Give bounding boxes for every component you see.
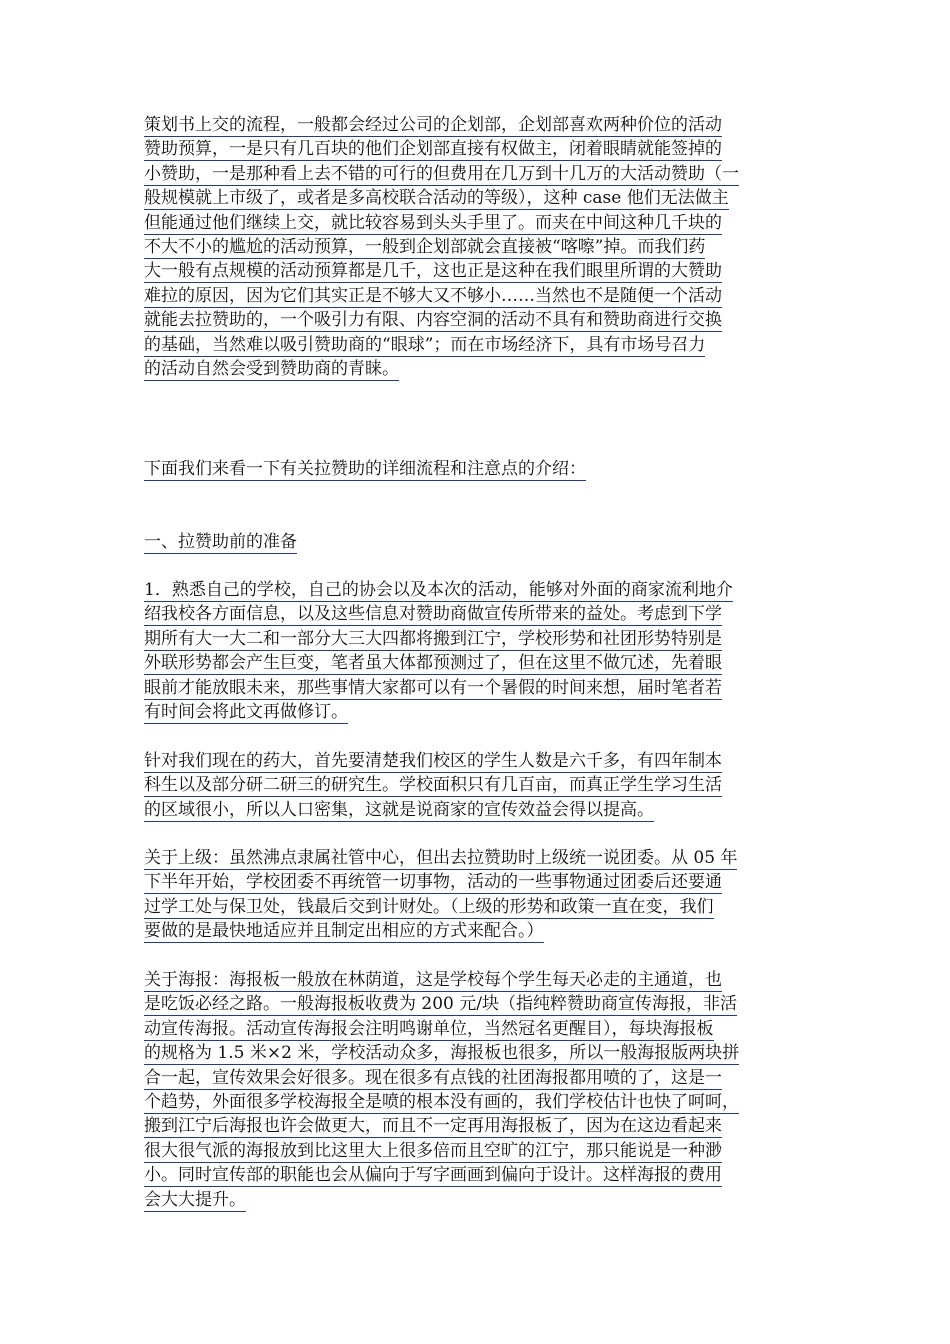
underlined-text: 动宣传海报。活动宣传海报会注明鸣谢单位，当然冠名更醒目），每块海报板 — [144, 1018, 714, 1039]
text-line — [144, 284, 808, 308]
text-line — [144, 1017, 808, 1041]
underlined-text: 科生以及部分研二研三的研究生。学校面积只有几百亩，而真正学生学习生活 — [144, 775, 722, 796]
text-line — [144, 1090, 808, 1114]
text-line — [144, 162, 808, 186]
paragraph-superiors — [144, 846, 808, 944]
underlined-text: 赞助预算，一是只有几百块的他们企划部直接有权做主，闭着眼睛就能签掉的 — [144, 139, 722, 160]
underlined-text: 绍我校各方面信息，以及这些信息对赞助商做宣传所带来的益处。考虑到下学 — [144, 604, 722, 625]
text-line — [144, 919, 808, 943]
text-line — [144, 895, 808, 919]
underlined-text: 难拉的原因，因为它们其实正是不够大又不够小……当然也不是随便一个活动 — [144, 285, 722, 306]
underlined-text: 的规格为 1.5 米×2 米，学校活动众多，海报板也很多，所以一般海报版两块拼 — [144, 1043, 740, 1064]
text-line — [144, 700, 808, 724]
paragraph-sponsorship-budget — [144, 113, 808, 381]
underlined-text: 的活动自然会受到赞助商的青睐。 — [144, 358, 399, 379]
paragraph-know-school — [144, 578, 808, 724]
text-line — [144, 676, 808, 700]
text-line — [144, 798, 808, 822]
underlined-text: 小赞助，一是那种看上去不错的可行的但费用在几万到十几万的大活动赞助（一 — [144, 163, 739, 184]
text-line — [144, 1188, 808, 1212]
underlined-text: 外联形势都会产生巨变，笔者虽大体都预测过了，但在这里不做冗述，先着眼 — [144, 653, 722, 674]
text-line — [144, 1139, 808, 1163]
underlined-text: 有时间会将此文再做修订。 — [144, 701, 348, 722]
underlined-text: 很大很气派的海报放到比这里大上很多倍而且空旷的江宁，那只能说是一种渺 — [144, 1140, 722, 1161]
underlined-text: 针对我们现在的药大，首先要清楚我们校区的学生人数是六千多，有四年制本 — [144, 751, 722, 771]
underlined-text: 的区域很小，所以人口密集，这就是说商家的宣传效益会得以提高。 — [144, 799, 654, 820]
text-line — [144, 457, 808, 481]
text-line — [144, 1163, 808, 1187]
text-line — [144, 137, 808, 161]
text-line — [144, 211, 808, 235]
text-line — [144, 1066, 808, 1090]
text-line — [144, 846, 808, 870]
underlined-text: 眼前才能放眼未来，那些事情大家都可以有一个暑假的时间来想，届时笔者若 — [144, 677, 722, 698]
text-line — [144, 530, 808, 554]
text-line — [144, 651, 808, 675]
underlined-text: 但能通过他们继续上交，就比较容易到头头手里了。而夹在中间这种几千块的 — [144, 212, 722, 233]
underlined-text: 关于上级：虽然沸点隶属社管中心，但出去拉赞助时上级统一说团委。从 05 年 — [144, 848, 738, 868]
underlined-text: 关于海报：海报板一般放在林荫道，这是学校每个学生每天必走的主通道，也 — [144, 970, 722, 990]
text-line — [144, 235, 808, 259]
underlined-text: 过学工处与保卫处，钱最后交到计财处。（上级的形势和政策一直在变，我们 — [144, 896, 714, 917]
underlined-text: 大一般有点规模的活动预算都是几千，这也正是这种在我们眼里所谓的大赞助 — [144, 261, 722, 282]
underlined-text: 一、拉赞助前的准备 — [144, 532, 297, 552]
text-line — [144, 333, 808, 357]
text-line — [144, 627, 808, 651]
text-line — [144, 992, 808, 1016]
underlined-text: 策划书上交的流程，一般都会经过公司的企划部，企划部喜欢两种价位的活动 — [144, 115, 722, 135]
text-line — [144, 1041, 808, 1065]
underlined-text: 下半年开始，学校团委不再统管一切事物，活动的一些事物通过团委后还要通 — [144, 872, 722, 893]
underlined-text: 是吃饭必经之路。一般海报板收费为 200 元/块（指纯粹赞助商宣传海报，非活 — [144, 994, 737, 1015]
text-line — [144, 259, 808, 283]
text-line — [144, 870, 808, 894]
underlined-text: 1．熟悉自己的学校，自己的协会以及本次的活动，能够对外面的商家流利地介 — [144, 580, 733, 600]
underlined-text: 要做的是最快地适应并且制定出相应的方式来配合。） — [144, 921, 544, 942]
paragraph-campus-stats — [144, 749, 808, 822]
underlined-text: 不大不小的尴尬的活动预算，一般到企划部就会直接被“喀嚓”掉。而我们药 — [144, 236, 706, 257]
text-line — [144, 749, 808, 773]
text-line — [144, 113, 808, 137]
paragraph-posters — [144, 968, 808, 1212]
underlined-text: 就能去拉赞助的，一个吸引力有限、内容空洞的活动不具有和赞助商进行交换 — [144, 310, 722, 331]
underlined-text: 般规模就上市级了，或者是多高校联合活动的等级），这种 case 他们无法做主 — [144, 188, 729, 209]
text-line — [144, 308, 808, 332]
underlined-text: 会大大提升。 — [144, 1189, 246, 1210]
underlined-text: 下面我们来看一下有关拉赞助的详细流程和注意点的介绍： — [144, 459, 586, 479]
text-line — [144, 357, 808, 381]
text-line — [144, 578, 808, 602]
underlined-text: 期所有大一大二和一部分大三大四都将搬到江宁，学校形势和社团形势特别是 — [144, 628, 722, 649]
underlined-text: 搬到江宁后海报也许会做更大，而且不一定再用海报板了，因为在这边看起来 — [144, 1116, 722, 1137]
underlined-text: 的基础，当然难以吸引赞助商的“眼球”；而在市场经济下，具有市场号召力 — [144, 334, 706, 355]
text-line — [144, 186, 808, 210]
paragraph-intro — [144, 457, 808, 481]
underlined-text: 个趋势，外面很多学校海报全是喷的根本没有画的，我们学校估计也快了呵呵， — [144, 1091, 739, 1112]
underlined-text: 合一起，宣传效果会好很多。现在很多有点钱的社团海报都用喷的了，这是一 — [144, 1067, 722, 1088]
text-line — [144, 602, 808, 626]
underlined-text: 小。同时宣传部的职能也会从偏向于写字画画到偏向于设计。这样海报的费用 — [144, 1165, 722, 1186]
text-line — [144, 1114, 808, 1138]
section-heading — [144, 530, 808, 554]
text-line — [144, 968, 808, 992]
text-line — [144, 773, 808, 797]
